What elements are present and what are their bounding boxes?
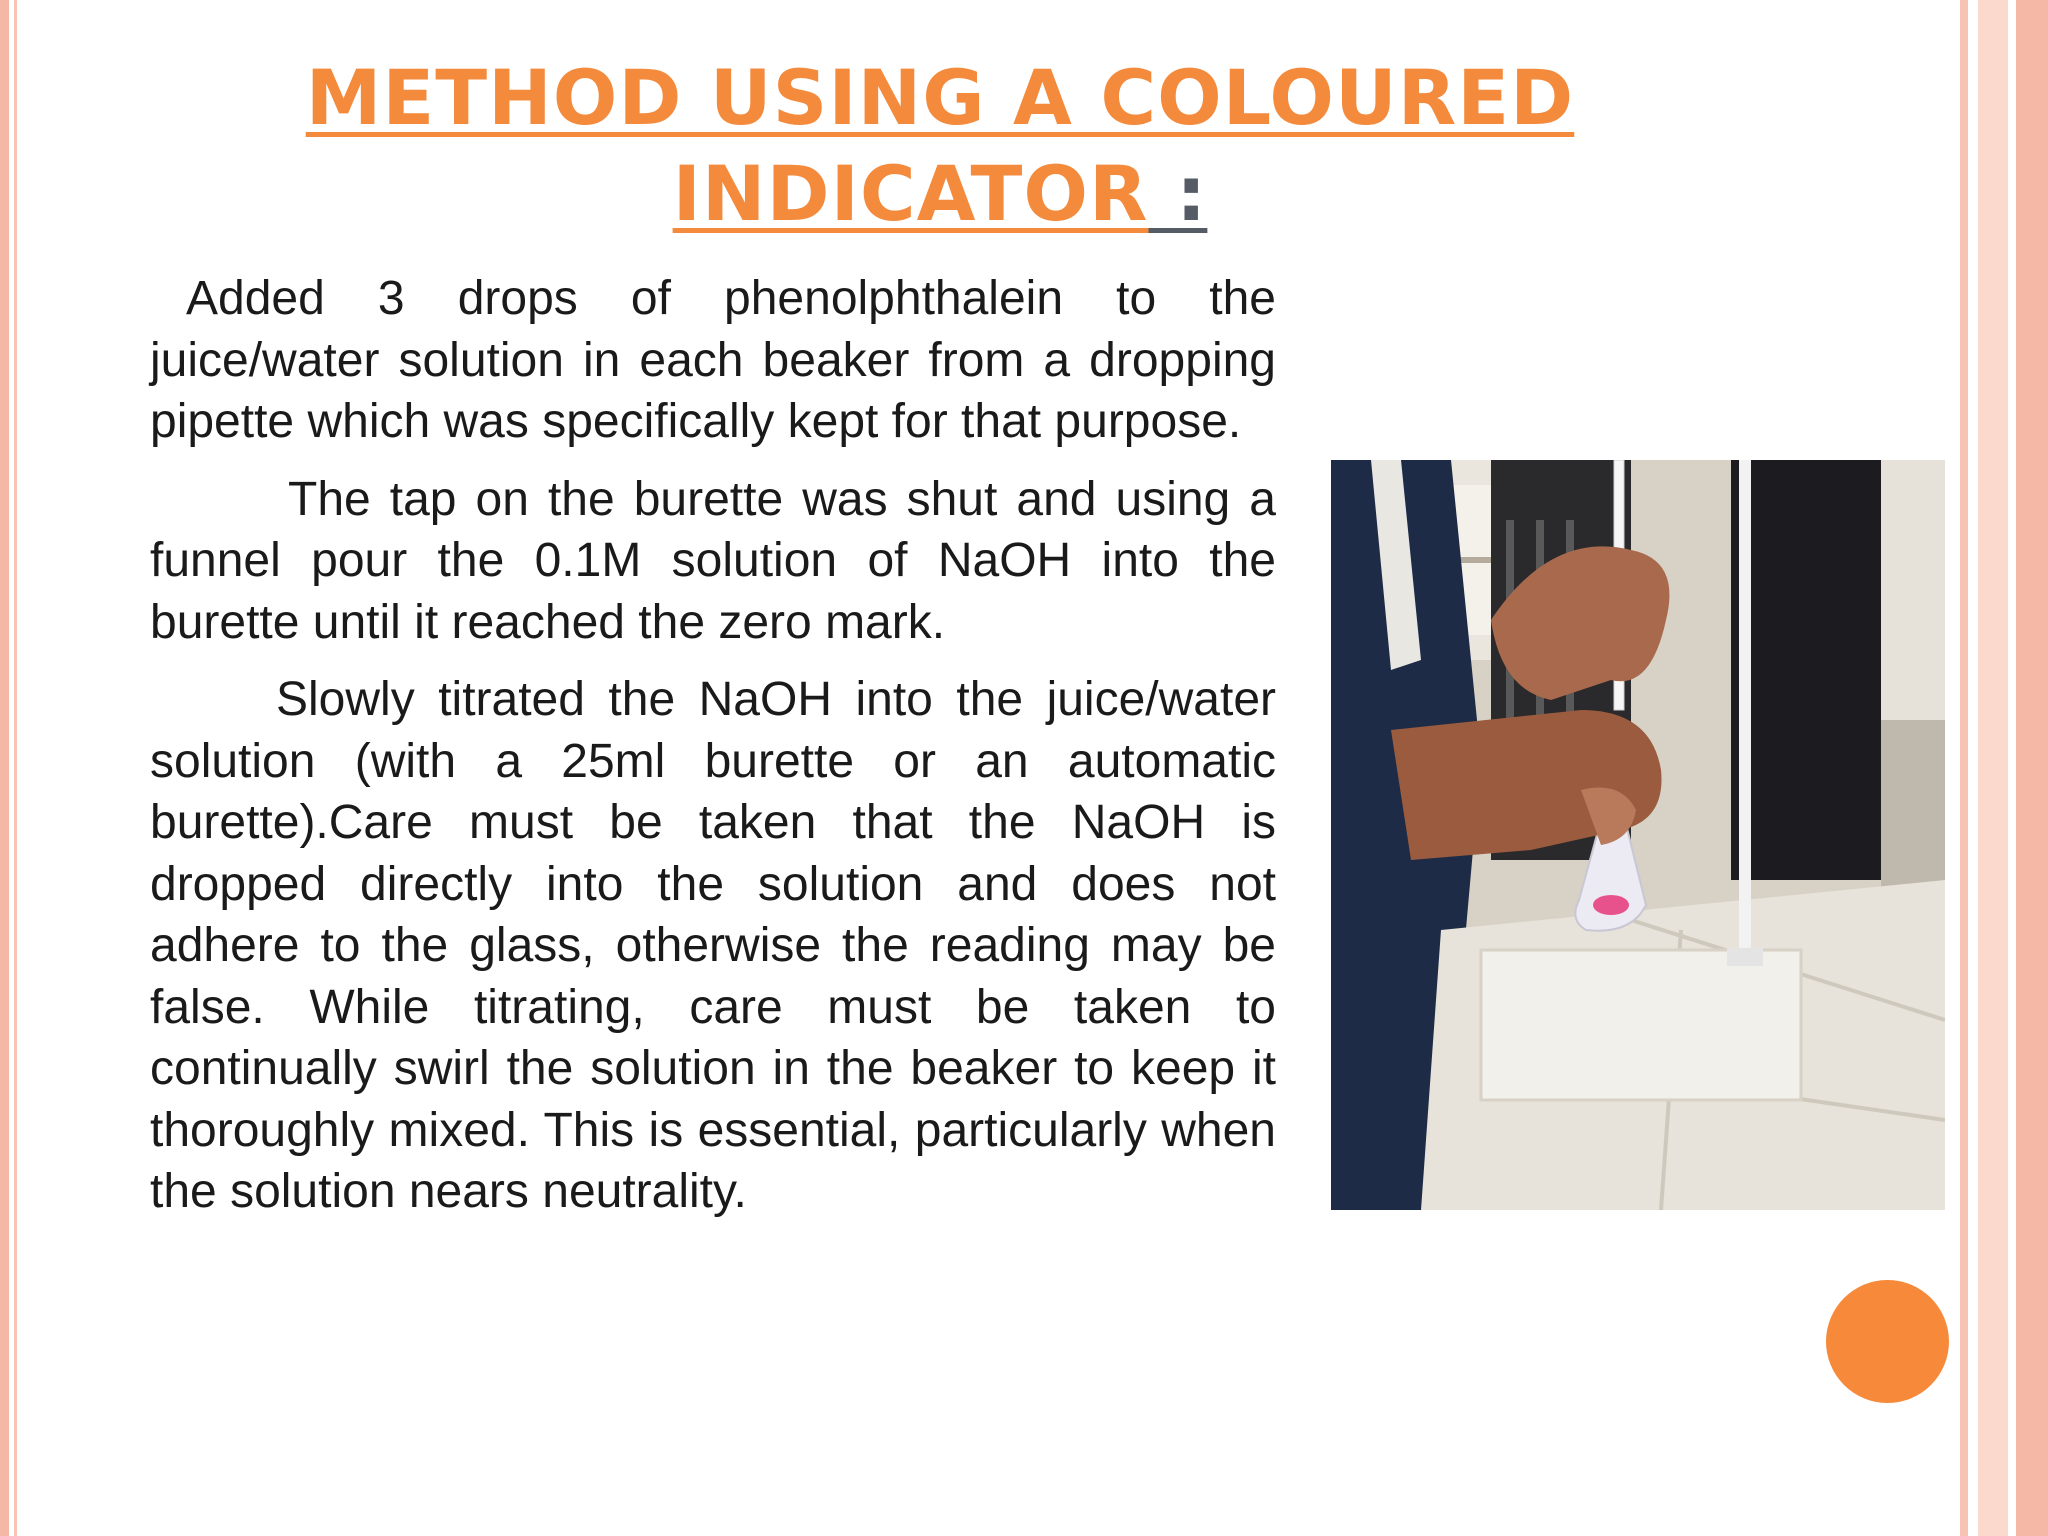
orange-circle-icon <box>1826 1280 1949 1403</box>
right-border-line <box>1960 0 1968 1536</box>
slide-title-text: METHOD USING A COLOURED INDICATOR <box>305 53 1575 238</box>
left-border-bar <box>0 0 9 1536</box>
paragraph-burette-fill: The tap on the burette was shut and using a funnel pour the 0.1M solution of NaOH into the burette until it reached the zero mark. <box>150 472 1276 649</box>
slide-title-colon <box>1149 149 1208 238</box>
left-border-line <box>14 0 17 1536</box>
title-colon-char: : <box>1175 149 1208 238</box>
slide-title <box>150 50 1730 242</box>
titration-photo <box>1331 460 1945 1210</box>
right-border-bar <box>2016 0 2048 1536</box>
paragraph-indicator: Added 3 drops of phenolphthalein to the juice/water solution in each beaker from a dropping pipette which was specifically kept for that purpose. <box>150 272 1276 448</box>
paragraph-titration: Slowly titrated the NaOH into the juice/water solution (with a 25ml burette or an automatic burette).Care must be taken that the NaOH is dropped directly into the solution and does not adhere to the glass, otherwise the reading may be false. While titrating, care must be taken to continually swirl the solution in the beaker to keep it thoroughly mixed. This is essential, particularly when the solution nears neutrality. <box>150 673 1276 1218</box>
right-border-band <box>1978 0 2008 1536</box>
slide-body <box>150 268 1276 1223</box>
titration-photo-illustration <box>1331 460 1945 1210</box>
